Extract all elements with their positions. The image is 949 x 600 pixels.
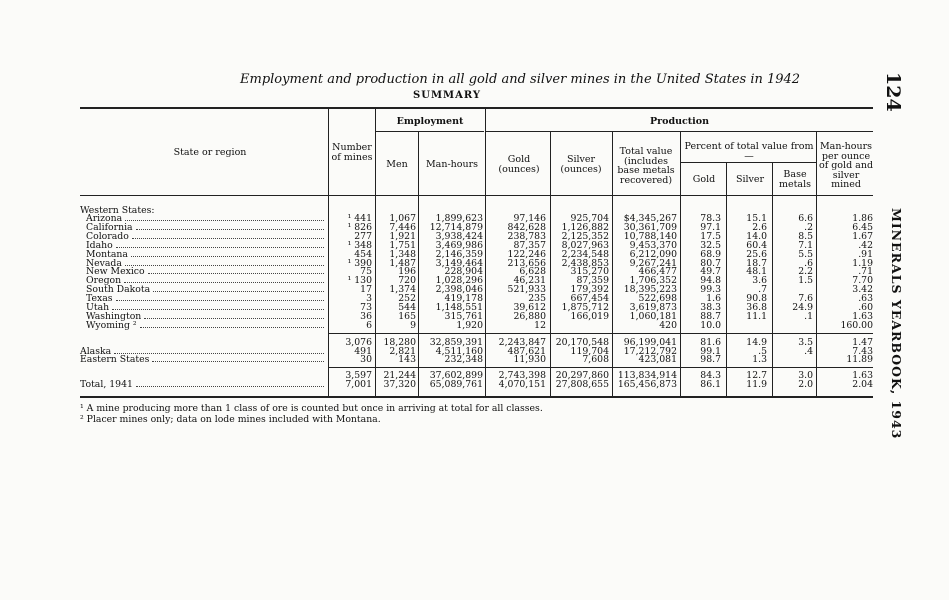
cell-pct-base: 5.5 [798, 248, 813, 260]
cell-man-hours: 37,602,899 [429, 370, 483, 381]
leader-dots [144, 318, 324, 319]
cell-mines: 491 [354, 345, 372, 357]
cell-total-value: 30,361,709 [623, 221, 677, 233]
column-pct-gold [681, 214, 721, 394]
column-pct-silver [727, 214, 767, 394]
table-title: Employment and production in all gold and silver mines in the United States in 1942 [240, 72, 801, 87]
footnotes [80, 403, 543, 425]
cell-man-hours-per-ounce: 1.19 [852, 257, 873, 269]
cell-total-value: 1,060,181 [629, 310, 677, 322]
cell-mines: 277 [354, 230, 372, 242]
cell-men: 7,446 [389, 221, 416, 233]
leader-dots [153, 291, 324, 292]
row-state: Eastern States [80, 354, 150, 365]
leader-dots [136, 229, 324, 230]
cell-mines: 7,001 [345, 379, 372, 390]
row-state: Colorado [86, 230, 129, 242]
cell-men: 37,320 [383, 379, 416, 390]
cell-gold: 12 [534, 319, 546, 331]
cell-man-hours-per-ounce: 2.04 [852, 379, 873, 390]
cell-man-hours-per-ounce: 1.63 [852, 370, 873, 381]
cell-men: 1,067 [389, 213, 416, 224]
leader-dots [131, 256, 324, 257]
cell-man-hours: 4,511,160 [435, 345, 483, 357]
cell-pct-silver: 14.9 [746, 337, 767, 348]
cell-man-hours: 228,904 [444, 266, 483, 278]
cell-gold: 2,243,847 [498, 337, 546, 348]
cell-gold: 122,246 [507, 248, 546, 260]
cell-pct-base: .6 [804, 257, 813, 269]
leader-dots [140, 327, 324, 328]
cell-man-hours: 32,859,391 [429, 337, 483, 348]
cell-pct-base: 8.5 [798, 230, 813, 242]
row-state: South Dakota [86, 284, 151, 296]
cell-gold: 238,783 [507, 230, 546, 242]
cell-pct-gold: 99.3 [700, 284, 721, 296]
cell-man-hours-per-ounce: 7.43 [852, 345, 873, 357]
column-man-hours-per-ounce [817, 214, 873, 394]
cell-total-value: 6,212,090 [629, 248, 677, 260]
cell-mines: 17 [360, 284, 372, 296]
header-pct-gold: Gold [692, 174, 716, 185]
cell-men: 143 [398, 354, 416, 365]
cell-silver: 2,234,548 [561, 248, 609, 260]
cell-total-value: 17,212,792 [623, 345, 677, 357]
cell-pct-gold: 49.7 [700, 266, 721, 278]
cell-pct-base: 1.5 [798, 275, 813, 287]
cell-mines: 3,597 [345, 370, 372, 381]
cell-man-hours: 3,938,424 [435, 230, 483, 242]
cell-pct-silver: 25.6 [746, 248, 767, 260]
cell-pct-silver: 11.9 [746, 379, 767, 390]
cell-men: 252 [398, 293, 416, 305]
cell-man-hours-per-ounce: 1.63 [852, 310, 873, 322]
leader-dots [152, 361, 324, 362]
header-man-hours-per-ounce: Man-hours per ounce of gold and silver mined [818, 141, 874, 190]
cell-mines: 75 [360, 266, 372, 278]
header-pct-silver: Silver [735, 174, 765, 185]
cell-man-hours-per-ounce: 7.70 [852, 275, 873, 287]
cell-mines: ¹ 826 [347, 221, 372, 233]
cell-total-value: $4,345,267 [623, 213, 677, 224]
table-subtitle: SUMMARY [413, 90, 481, 101]
header-production: Production [649, 116, 710, 127]
column-state [80, 213, 324, 394]
header-employment: Employment [396, 116, 464, 127]
row-state: Texas [86, 293, 113, 305]
cell-men: 2,821 [389, 345, 416, 357]
header-men: Men [386, 159, 408, 170]
top-rule [80, 107, 873, 109]
cell-men: 165 [398, 310, 416, 322]
cell-pct-gold: 86.1 [700, 379, 721, 390]
cell-men: 1,374 [389, 284, 416, 296]
cell-man-hours: 232,348 [444, 354, 483, 365]
cell-men: 720 [398, 275, 416, 287]
row-state: Arizona [86, 213, 123, 224]
cell-silver: 119,704 [570, 345, 609, 357]
cell-man-hours: 1,148,551 [435, 302, 483, 313]
cell-gold: 235 [528, 293, 546, 305]
cell-silver: 20,297,860 [555, 370, 609, 381]
cell-pct-gold: 68.9 [700, 248, 721, 260]
cell-silver: 8,027,963 [561, 239, 609, 251]
row-state: Total, 1941 [80, 379, 133, 390]
cell-mines: 73 [360, 302, 372, 313]
cell-silver: 1,875,712 [561, 302, 609, 313]
cell-pct-gold: 98.7 [700, 354, 721, 365]
leader-dots [112, 309, 324, 310]
cell-pct-gold: 1.6 [706, 293, 721, 305]
cell-pct-silver: 60.4 [746, 239, 767, 251]
cell-gold: 2,743,398 [498, 370, 546, 381]
cell-pct-base: .1 [804, 310, 813, 322]
cell-pct-base: .4 [804, 345, 813, 357]
employment-underline [376, 131, 484, 132]
header-state: State or region [173, 147, 247, 158]
cell-total-value: 420 [659, 319, 677, 331]
cell-silver: 166,019 [570, 310, 609, 322]
cell-pct-silver: .7 [758, 284, 767, 296]
cell-pct-silver: 48.1 [746, 266, 767, 278]
cell-mines: ¹ 441 [347, 213, 372, 224]
cell-mines: 454 [354, 248, 372, 260]
cell-man-hours-per-ounce: 160.00 [840, 319, 873, 331]
group-label-western: Western States: [80, 205, 155, 216]
cell-pct-gold: 97.1 [700, 221, 721, 233]
cell-pct-base: 3.0 [798, 370, 813, 381]
column-pct-base [773, 214, 813, 394]
cell-pct-gold: 94.8 [700, 275, 721, 287]
cell-silver: 179,392 [570, 284, 609, 296]
cell-man-hours: 2,398,046 [435, 284, 483, 296]
leader-dots [125, 220, 324, 221]
cell-man-hours: 3,469,986 [435, 239, 483, 251]
cell-pct-base: 2.2 [798, 266, 813, 278]
percent-underline [680, 162, 816, 163]
cell-total-value: 1,706,352 [629, 275, 677, 287]
cell-men: 196 [398, 266, 416, 278]
cell-gold: 46,231 [513, 275, 546, 287]
cell-total-value: 113,834,914 [617, 370, 677, 381]
row-state: Utah [86, 302, 110, 313]
row-state: California [86, 221, 133, 233]
cell-silver: 315,270 [570, 266, 609, 278]
cell-pct-silver: 3.6 [752, 275, 767, 287]
cell-mines: 36 [360, 310, 372, 322]
cell-pct-silver: 15.1 [746, 213, 767, 224]
cell-man-hours: 1,899,623 [435, 213, 483, 224]
cell-total-value: 522,698 [638, 293, 677, 305]
cell-man-hours: 12,714,879 [429, 221, 483, 233]
cell-total-value: 3,619,873 [629, 302, 677, 313]
cell-man-hours-per-ounce: .42 [858, 239, 873, 251]
row-state: Alaska [80, 345, 112, 357]
row-state: Idaho [86, 239, 113, 251]
cell-total-value: 423,081 [638, 354, 677, 365]
header-total-value: Total value (includes base metals recovered) [617, 146, 675, 186]
cell-mines: ¹ 390 [347, 257, 372, 269]
cell-pct-base: 24.9 [792, 302, 813, 313]
cell-man-hours-per-ounce: 3.42 [852, 284, 873, 296]
cell-gold: 521,933 [507, 284, 546, 296]
cell-men: 18,280 [383, 337, 416, 348]
cell-pct-base: 3.5 [798, 337, 813, 348]
cell-men: 1,751 [389, 239, 416, 251]
cell-total-value: 10,788,140 [623, 230, 677, 242]
cell-total-value: 165,456,873 [617, 379, 677, 390]
row-state: Wyoming ² [86, 319, 137, 331]
cell-mines: 3,076 [345, 337, 372, 348]
cell-man-hours: 419,178 [444, 293, 483, 305]
cell-gold: 97,146 [513, 213, 546, 224]
cell-silver: 27,808,655 [555, 379, 609, 390]
leader-dots [132, 238, 324, 239]
cell-pct-silver: 18.7 [746, 257, 767, 269]
column-men [376, 214, 416, 394]
cell-men: 1,348 [389, 248, 416, 260]
cell-pct-base: 2.0 [798, 379, 813, 390]
page-number: 124 [882, 72, 904, 112]
cell-silver: 1,126,882 [561, 221, 609, 233]
cell-pct-silver: 11.1 [746, 310, 767, 322]
cell-pct-silver: 14.0 [746, 230, 767, 242]
cell-gold: 11,930 [513, 354, 546, 365]
cell-silver: 87,359 [576, 275, 609, 287]
header-silver: Silver (ounces) [560, 154, 602, 175]
cell-pct-base: 6.6 [798, 213, 813, 224]
leader-dots [148, 273, 324, 274]
leader-dots [136, 386, 324, 387]
cell-man-hours: 1,028,296 [435, 275, 483, 287]
cell-pct-gold: 32.5 [700, 239, 721, 251]
column-mines [329, 214, 372, 394]
cell-pct-gold: 80.7 [700, 257, 721, 269]
cell-pct-silver: 36.8 [746, 302, 767, 313]
cell-man-hours-per-ounce: .91 [858, 248, 873, 260]
cell-pct-gold: 81.6 [700, 337, 721, 348]
cell-man-hours-per-ounce: .63 [858, 293, 873, 305]
header-number-of-mines: Number of mines [331, 142, 373, 163]
cell-pct-gold: 99.1 [700, 345, 721, 357]
running-head: MINERALS YEARBOOK, 1943 [889, 208, 904, 440]
row-state: New Mexico [86, 266, 145, 278]
cell-pct-base: .2 [804, 221, 813, 233]
cell-total-value: 18,395,223 [623, 284, 677, 296]
leader-dots [124, 282, 324, 283]
row-state: Montana [86, 248, 128, 260]
cell-men: 1,487 [389, 257, 416, 269]
cell-pct-gold: 88.7 [700, 310, 721, 322]
header-pct-base: Base metals [778, 169, 812, 190]
cell-pct-gold: 10.0 [700, 319, 721, 331]
cell-pct-base: 7.6 [798, 293, 813, 305]
cell-silver: 667,454 [570, 293, 609, 305]
cell-silver: 925,704 [570, 213, 609, 224]
cell-man-hours: 1,920 [456, 319, 483, 331]
cell-gold: 487,621 [507, 345, 546, 357]
column-silver [551, 214, 609, 394]
cell-men: 1,921 [389, 230, 416, 242]
cell-total-value: 9,453,370 [629, 239, 677, 251]
cell-total-value: 466,477 [638, 266, 677, 278]
row-state: Nevada [86, 257, 122, 269]
row-state: Oregon [86, 275, 122, 287]
cell-man-hours-per-ounce: 1.47 [852, 337, 873, 348]
cell-pct-silver: 12.7 [746, 370, 767, 381]
cell-man-hours: 2,146,359 [435, 248, 483, 260]
footnote-1: ¹ A mine producing more than 1 class of ore is counted but once in arriving at total for all classes. [80, 403, 543, 414]
cell-man-hours-per-ounce: 6.45 [852, 221, 873, 233]
cell-gold: 213,656 [507, 257, 546, 269]
column-gold [486, 214, 546, 394]
cell-silver: 2,438,853 [561, 257, 609, 269]
cell-gold: 6,628 [519, 266, 546, 278]
cell-gold: 87,357 [513, 239, 546, 251]
column-total-value [613, 214, 677, 394]
cell-pct-silver: 1.3 [752, 354, 767, 365]
cell-pct-gold: 78.3 [700, 213, 721, 224]
cell-gold: 4,070,151 [498, 379, 546, 390]
cell-mines: ¹ 348 [347, 239, 372, 251]
header-bottom-rule [80, 195, 873, 196]
cell-pct-gold: 84.3 [700, 370, 721, 381]
leader-dots [116, 247, 324, 248]
cell-pct-silver: .5 [758, 345, 767, 357]
leader-dots [116, 300, 324, 301]
cell-mines: ¹ 130 [347, 275, 372, 287]
cell-total-value: 9,267,241 [629, 257, 677, 269]
cell-men: 9 [410, 319, 416, 331]
cell-mines: 3 [366, 293, 372, 305]
cell-man-hours: 3,149,464 [435, 257, 483, 269]
cell-mines: 30 [360, 354, 372, 365]
cell-pct-gold: 17.5 [700, 230, 721, 242]
cell-gold: 842,628 [507, 221, 546, 233]
cell-silver: 2,125,352 [561, 230, 609, 242]
cell-pct-gold: 38.3 [700, 302, 721, 313]
bottom-rule [80, 396, 873, 398]
cell-man-hours-per-ounce: .71 [858, 266, 873, 278]
cell-man-hours-per-ounce: .60 [858, 302, 873, 313]
cell-gold: 39,612 [513, 302, 546, 313]
footnote-2: ² Placer mines only; data on lode mines included with Montana. [80, 414, 381, 425]
column-man-hours [419, 214, 483, 394]
cell-man-hours-per-ounce: 1.86 [852, 213, 873, 224]
cell-men: 544 [398, 302, 416, 313]
cell-pct-base: 7.1 [798, 239, 813, 251]
header-man-hours: Man-hours [425, 159, 479, 170]
cell-man-hours-per-ounce: 1.67 [852, 230, 873, 242]
row-state: Washington [86, 310, 142, 322]
header-percent: Percent of total value from— [684, 141, 814, 162]
cell-man-hours: 315,761 [444, 310, 483, 322]
header-gold: Gold (ounces) [498, 154, 540, 175]
cell-gold: 26,880 [513, 310, 546, 322]
cell-mines: 6 [366, 319, 372, 331]
leader-dots [125, 265, 324, 266]
cell-silver: 7,608 [582, 354, 609, 365]
cell-pct-silver: 90.8 [746, 293, 767, 305]
cell-man-hours-per-ounce: 11.89 [846, 354, 873, 365]
cell-silver: 20,170,548 [555, 337, 609, 348]
cell-men: 21,244 [383, 370, 416, 381]
cell-total-value: 96,199,041 [623, 337, 677, 348]
cell-pct-silver: 2.6 [752, 221, 767, 233]
cell-man-hours: 65,089,761 [429, 379, 483, 390]
